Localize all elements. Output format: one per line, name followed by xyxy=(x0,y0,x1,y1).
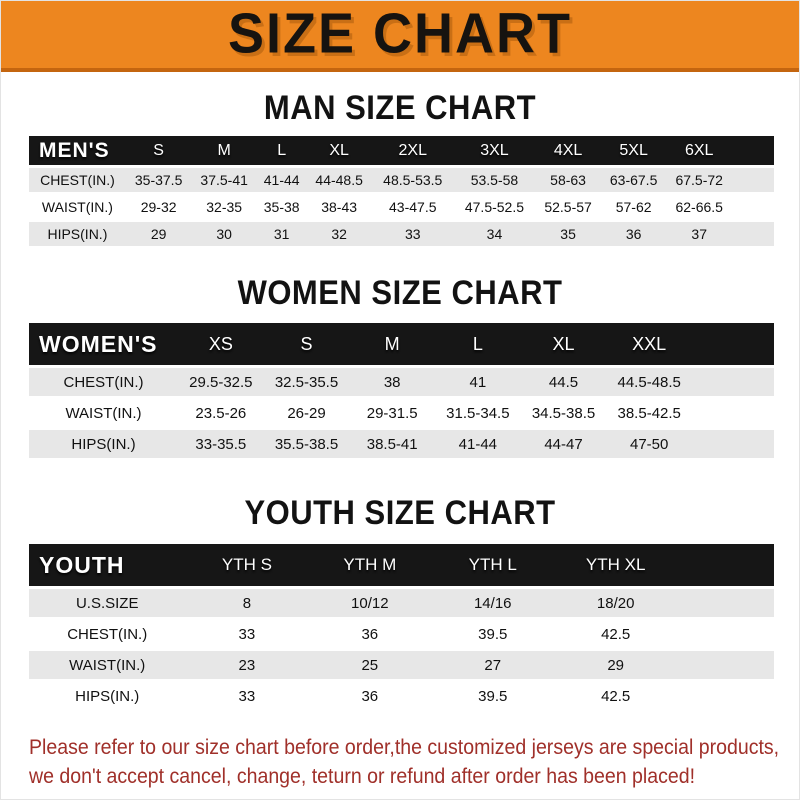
value-cell: 36 xyxy=(601,222,667,249)
measurement-row xyxy=(29,651,774,682)
value-cell: 26-29 xyxy=(264,399,350,430)
value-cell: 47-50 xyxy=(606,430,692,461)
row-label-cell: HIPS(IN.) xyxy=(29,430,178,461)
measurement-row xyxy=(29,222,774,249)
value-cell: 42.5 xyxy=(554,620,677,651)
value-cell: 41-44 xyxy=(257,168,306,195)
value-cell: 33 xyxy=(185,682,308,713)
order-note xyxy=(29,733,800,791)
value-cell: 27 xyxy=(431,651,554,682)
row-label-cell: U.S.SIZE xyxy=(29,589,185,620)
size-header-cell: S xyxy=(264,323,350,368)
measurement-row xyxy=(29,399,774,430)
value-cell: 35-38 xyxy=(257,195,306,222)
value-cell: 32 xyxy=(306,222,372,249)
row-label-cell: WAIST(IN.) xyxy=(29,399,178,430)
value-cell: 34 xyxy=(454,222,536,249)
size-header-cell: L xyxy=(435,323,521,368)
value-cell: 30 xyxy=(191,222,257,249)
row-label-cell: WAIST(IN.) xyxy=(29,195,126,222)
value-cell: 41-44 xyxy=(435,430,521,461)
blank-cell xyxy=(692,399,774,430)
row-label-cell: CHEST(IN.) xyxy=(29,368,178,399)
value-cell: 53.5-58 xyxy=(454,168,536,195)
size-header-cell: XXL xyxy=(606,323,692,368)
women-size-chart-section xyxy=(0,272,800,461)
measurement-row xyxy=(29,620,774,651)
value-cell: 8 xyxy=(185,589,308,620)
value-cell: 39.5 xyxy=(431,620,554,651)
value-cell: 34.5-38.5 xyxy=(521,399,607,430)
value-cell: 29.5-32.5 xyxy=(178,368,264,399)
man-size-chart-section xyxy=(0,87,800,249)
size-header-cell: 5XL xyxy=(601,136,667,168)
size-header-cell: 4XL xyxy=(535,136,601,168)
youth-size-chart-section xyxy=(0,492,800,713)
size-header-row xyxy=(29,544,774,589)
size-header-cell: 6XL xyxy=(666,136,732,168)
value-cell: 14/16 xyxy=(431,589,554,620)
banner xyxy=(0,0,800,72)
size-header-cell: S xyxy=(126,136,192,168)
size-header-cell: YTH L xyxy=(431,544,554,589)
size-header-cell: 3XL xyxy=(454,136,536,168)
size-header-cell: XS xyxy=(178,323,264,368)
value-cell: 39.5 xyxy=(431,682,554,713)
table-title-cell: MEN'S xyxy=(29,136,126,168)
value-cell: 38.5-42.5 xyxy=(606,399,692,430)
value-cell: 23 xyxy=(185,651,308,682)
value-cell: 44.5 xyxy=(521,368,607,399)
size-header-cell: YTH S xyxy=(185,544,308,589)
value-cell: 38-43 xyxy=(306,195,372,222)
value-cell: 29 xyxy=(554,651,677,682)
blank-cell xyxy=(677,651,774,682)
value-cell: 36 xyxy=(308,682,431,713)
value-cell: 32.5-35.5 xyxy=(264,368,350,399)
value-cell: 10/12 xyxy=(308,589,431,620)
youth-section-heading: YOUTH SIZE CHART xyxy=(244,492,556,533)
measurement-row xyxy=(29,589,774,620)
blank-cell xyxy=(692,323,774,368)
women-section-heading: WOMEN SIZE CHART xyxy=(237,272,563,313)
measurement-row xyxy=(29,195,774,222)
size-header-cell: L xyxy=(257,136,306,168)
value-cell: 38.5-41 xyxy=(349,430,435,461)
value-cell: 43-47.5 xyxy=(372,195,454,222)
measurement-row xyxy=(29,430,774,461)
value-cell: 18/20 xyxy=(554,589,677,620)
size-header-cell: M xyxy=(191,136,257,168)
blank-cell xyxy=(732,195,774,222)
value-cell: 31 xyxy=(257,222,306,249)
value-cell: 44.5-48.5 xyxy=(606,368,692,399)
size-header-cell: YTH M xyxy=(308,544,431,589)
womens-size-table xyxy=(29,323,774,461)
size-header-cell: M xyxy=(349,323,435,368)
row-label-cell: WAIST(IN.) xyxy=(29,651,185,682)
blank-cell xyxy=(732,168,774,195)
table-title-cell: YOUTH xyxy=(29,544,185,589)
value-cell: 35 xyxy=(535,222,601,249)
value-cell: 29-31.5 xyxy=(349,399,435,430)
youth-size-table xyxy=(29,544,774,713)
note-line-1: Please refer to our size chart before order,the customized jerseys are special products, xyxy=(29,736,780,759)
measurement-row xyxy=(29,368,774,399)
size-header-cell: 2XL xyxy=(372,136,454,168)
row-label-cell: CHEST(IN.) xyxy=(29,620,185,651)
row-label-cell: HIPS(IN.) xyxy=(29,222,126,249)
page-title: SIZE CHART xyxy=(228,2,572,66)
value-cell: 33 xyxy=(372,222,454,249)
measurement-row xyxy=(29,682,774,713)
measurement-row xyxy=(29,168,774,195)
value-cell: 32-35 xyxy=(191,195,257,222)
value-cell: 48.5-53.5 xyxy=(372,168,454,195)
row-label-cell: CHEST(IN.) xyxy=(29,168,126,195)
blank-cell xyxy=(732,222,774,249)
value-cell: 29 xyxy=(126,222,192,249)
size-header-cell: XL xyxy=(306,136,372,168)
size-header-row xyxy=(29,136,774,168)
value-cell: 62-66.5 xyxy=(666,195,732,222)
man-section-heading: MAN SIZE CHART xyxy=(263,87,537,128)
blank-cell xyxy=(692,368,774,399)
mens-size-table xyxy=(29,136,774,249)
blank-cell xyxy=(677,682,774,713)
blank-cell xyxy=(732,136,774,168)
value-cell: 67.5-72 xyxy=(666,168,732,195)
value-cell: 52.5-57 xyxy=(535,195,601,222)
value-cell: 23.5-26 xyxy=(178,399,264,430)
value-cell: 35-37.5 xyxy=(126,168,192,195)
value-cell: 36 xyxy=(308,620,431,651)
value-cell: 44-47 xyxy=(521,430,607,461)
value-cell: 57-62 xyxy=(601,195,667,222)
value-cell: 35.5-38.5 xyxy=(264,430,350,461)
blank-cell xyxy=(677,544,774,589)
value-cell: 63-67.5 xyxy=(601,168,667,195)
value-cell: 37 xyxy=(666,222,732,249)
value-cell: 58-63 xyxy=(535,168,601,195)
row-label-cell: HIPS(IN.) xyxy=(29,682,185,713)
value-cell: 33 xyxy=(185,620,308,651)
value-cell: 41 xyxy=(435,368,521,399)
table-title-cell: WOMEN'S xyxy=(29,323,178,368)
blank-cell xyxy=(677,620,774,651)
value-cell: 33-35.5 xyxy=(178,430,264,461)
value-cell: 47.5-52.5 xyxy=(454,195,536,222)
blank-cell xyxy=(692,430,774,461)
blank-cell xyxy=(677,589,774,620)
size-header-cell: XL xyxy=(521,323,607,368)
value-cell: 29-32 xyxy=(126,195,192,222)
value-cell: 37.5-41 xyxy=(191,168,257,195)
value-cell: 44-48.5 xyxy=(306,168,372,195)
value-cell: 38 xyxy=(349,368,435,399)
size-header-row xyxy=(29,323,774,368)
note-line-2: we don't accept cancel, change, teturn or refund after order has been placed! xyxy=(29,765,696,788)
value-cell: 42.5 xyxy=(554,682,677,713)
value-cell: 25 xyxy=(308,651,431,682)
value-cell: 31.5-34.5 xyxy=(435,399,521,430)
size-header-cell: YTH XL xyxy=(554,544,677,589)
